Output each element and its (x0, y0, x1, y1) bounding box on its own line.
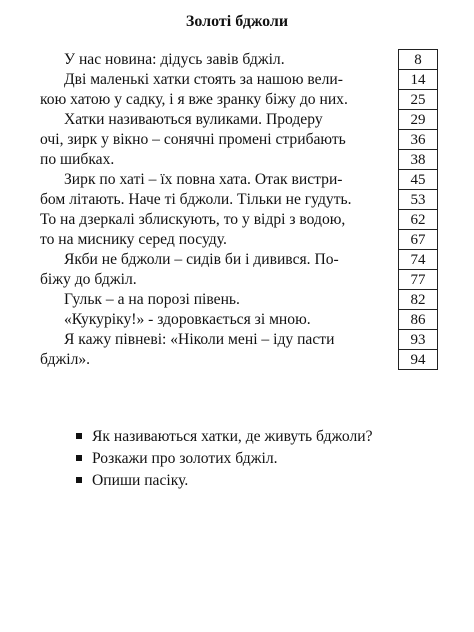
question-item (76, 426, 373, 448)
question-item (76, 470, 373, 492)
text-line: кою хатою у садку, і я вже зранку біжу до них. (40, 91, 348, 108)
word-count-cell: 74 (399, 250, 437, 270)
text-line: біжу до бджіл. (40, 271, 137, 288)
text-line: Гульк – а на порозі півень. (64, 291, 240, 308)
question-text: Опиши пасіку. (92, 472, 189, 489)
text-line: Дві маленькі хатки стоять за нашою вели- (64, 71, 343, 88)
question-item (76, 448, 373, 470)
text-line: Я кажу півневі: «Ніколи мені – іду пасти (64, 331, 335, 348)
word-count-cell: 29 (399, 110, 437, 130)
text-line: То на дзеркалі зблискують, то у відрі з водою, (40, 211, 346, 228)
text-line: по шибках. (40, 151, 115, 168)
text-line: Хатки називаються вуликами. Продеру (64, 111, 323, 128)
text-line: бджіл». (40, 351, 91, 368)
bullet-icon (76, 433, 82, 439)
word-count-cell: 62 (399, 210, 437, 230)
word-count-cell: 36 (399, 130, 437, 150)
word-count-cell: 82 (399, 290, 437, 310)
bullet-icon (76, 477, 82, 483)
text-line: очі, зирк у вікно – сонячні промені стрибають (40, 131, 346, 148)
word-count-cell: 67 (399, 230, 437, 250)
word-count-cell: 77 (399, 270, 437, 290)
text-line: У нас новина: дідусь завів бджіл. (64, 51, 285, 68)
question-text: Розкажи про золотих бджіл. (92, 450, 278, 467)
word-count-cell: 93 (399, 330, 437, 350)
story-text (40, 50, 385, 370)
question-text: Як називаються хатки, де живуть бджоли? (92, 428, 373, 445)
word-count-cell: 86 (399, 310, 437, 330)
text-line: то на миснику серед посуду. (40, 231, 227, 248)
text-line: Зирк по хаті – їх повна хата. Отак вистри- (64, 171, 343, 188)
word-count-cell: 8 (399, 50, 437, 70)
text-line: «Кукуріку!» - здоровкається зі мною. (64, 311, 311, 328)
word-count-cell: 25 (399, 90, 437, 110)
text-line: бом літають. Наче ті бджоли. Тільки не гудуть. (40, 191, 352, 208)
word-count-cell: 14 (399, 70, 437, 90)
page-title: Золоті бджоли (185, 13, 289, 30)
word-count-cell: 53 (399, 190, 437, 210)
word-count-cell: 45 (399, 170, 437, 190)
bullet-icon (76, 455, 82, 461)
questions-list (76, 426, 373, 492)
word-count-column (398, 49, 438, 370)
text-line: Якби не бджоли – сидів би і дивився. По- (64, 251, 339, 268)
word-count-cell: 94 (399, 350, 437, 370)
word-count-cell: 38 (399, 150, 437, 170)
